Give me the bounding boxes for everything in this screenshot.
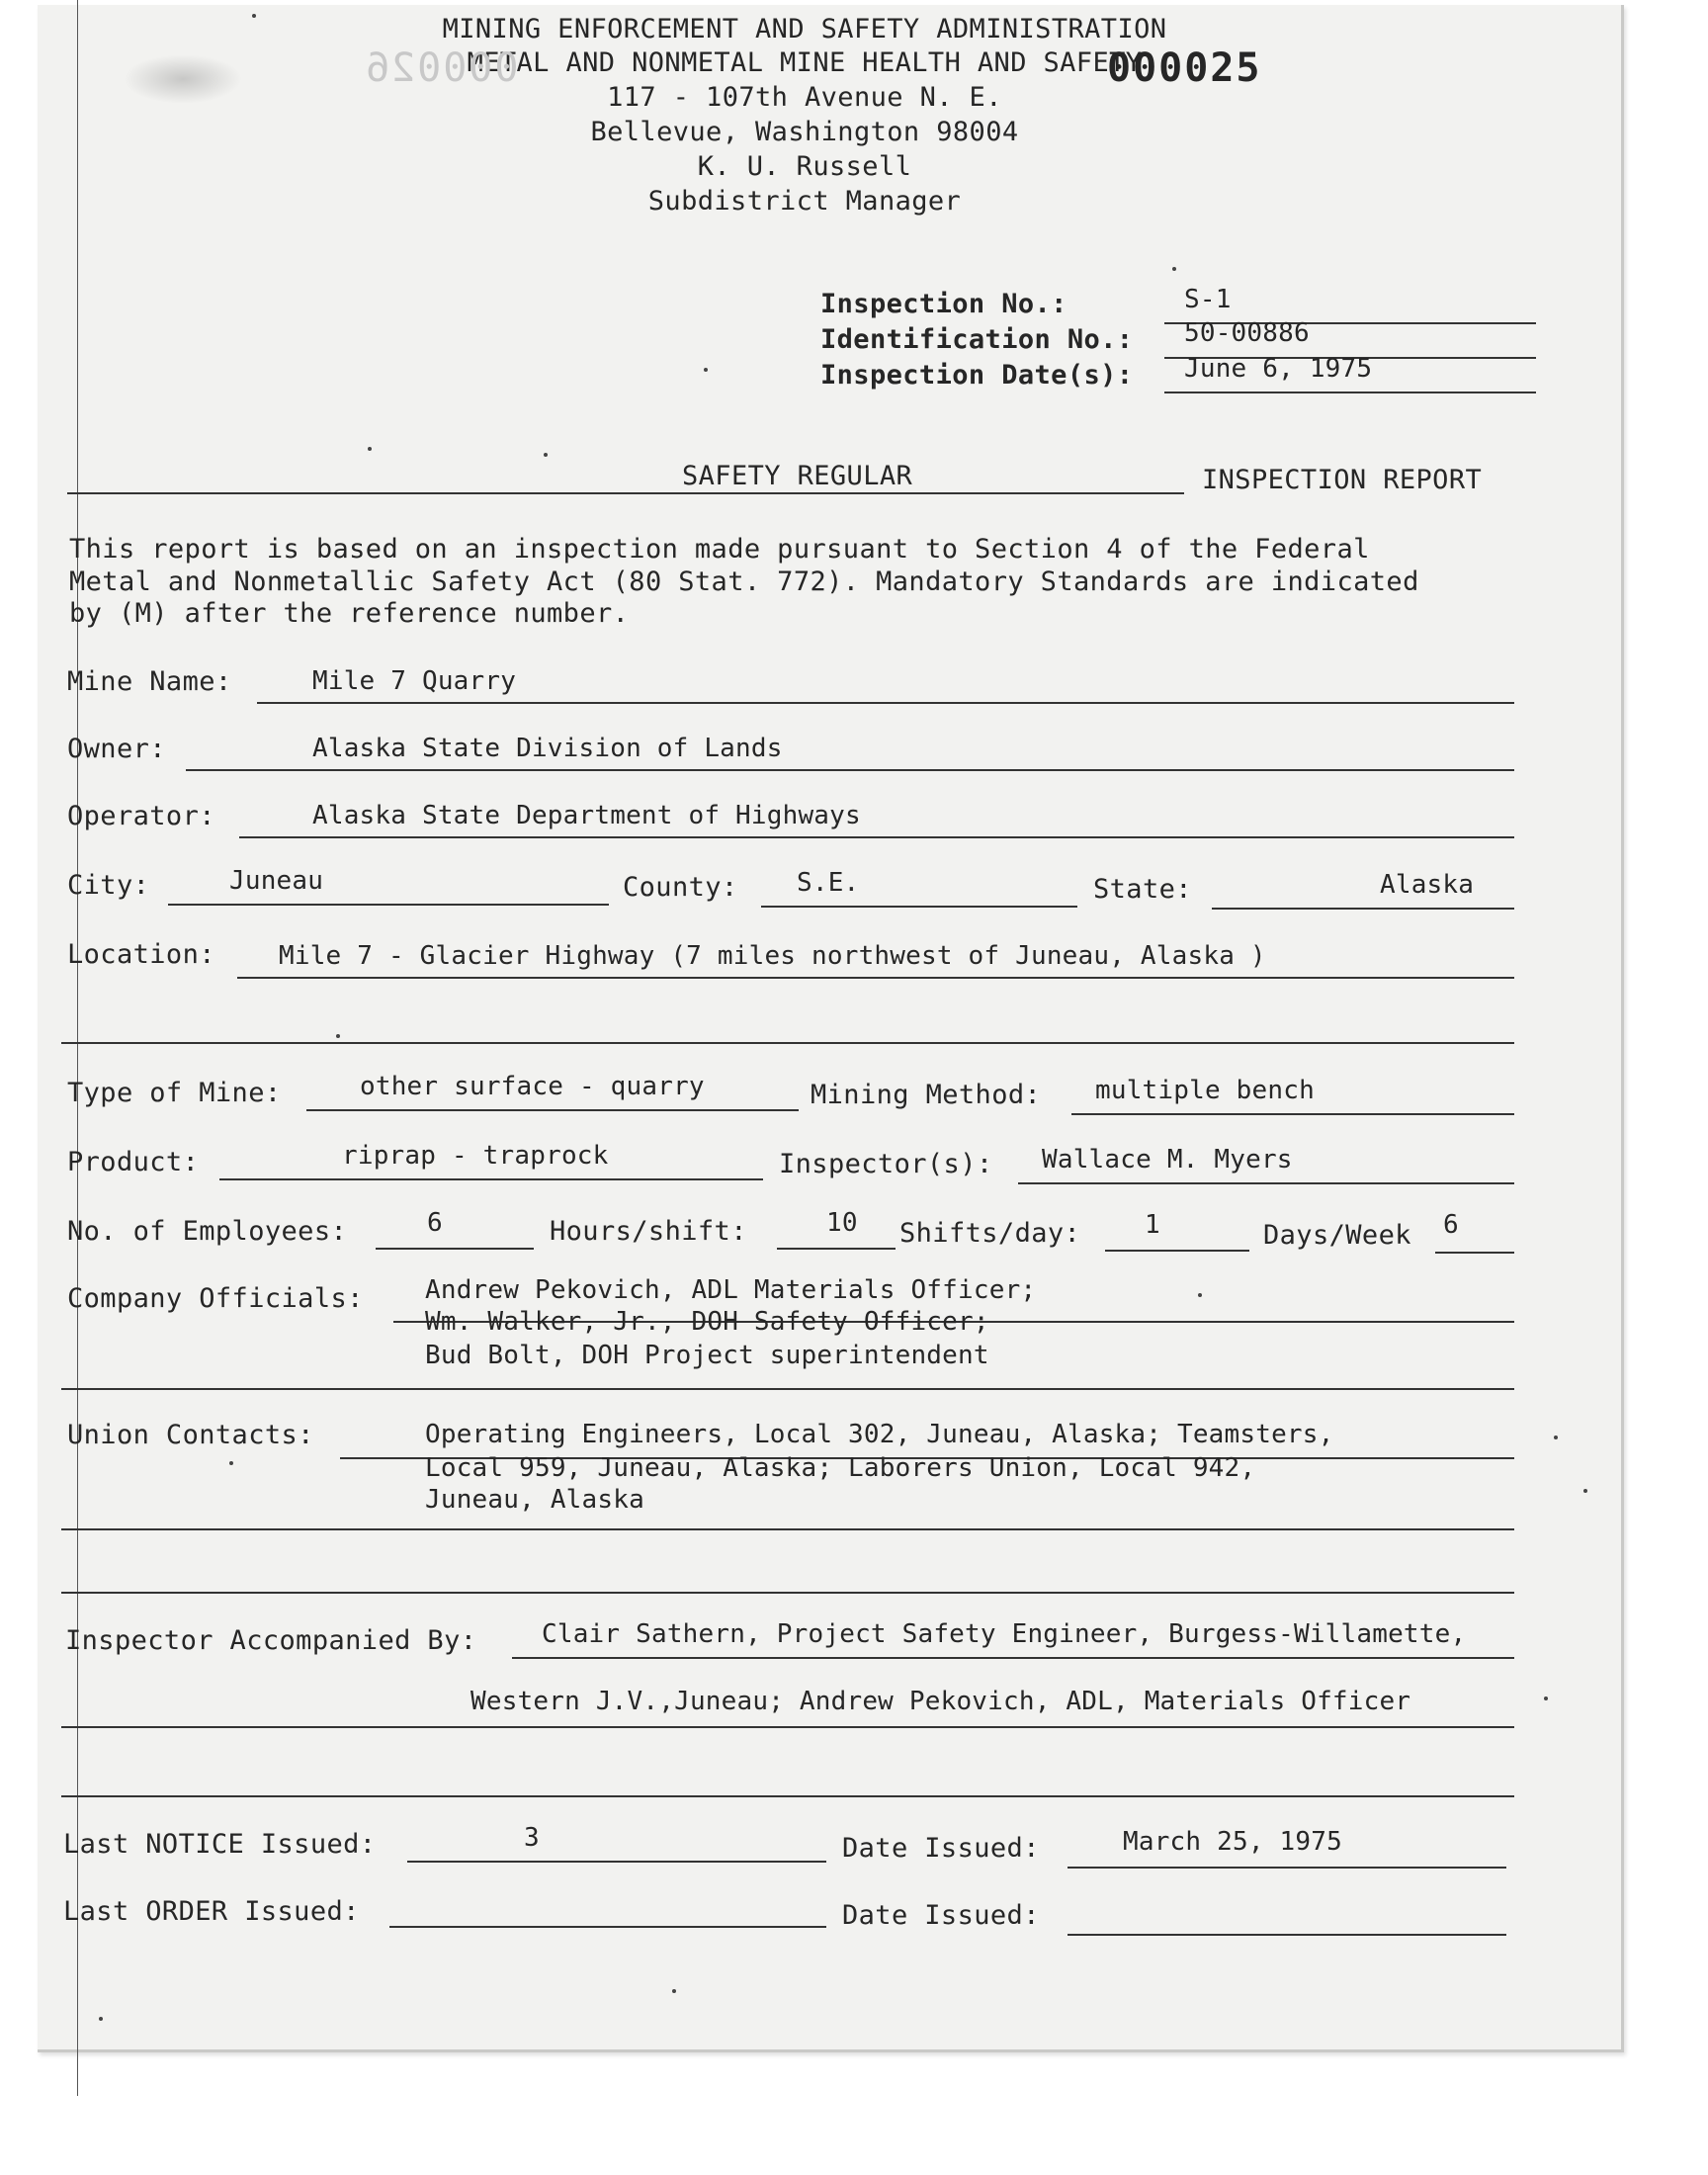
ghost-stamp-number: 000026 [364, 45, 519, 91]
order-line [389, 1926, 826, 1928]
dust-speck [368, 447, 372, 451]
notice-line [407, 1861, 826, 1863]
order-date-line [1068, 1934, 1506, 1936]
report-title: INSPECTION REPORT [1202, 465, 1483, 495]
dust-speck [1198, 1293, 1202, 1297]
manager-title: Subdistrict Manager [647, 186, 962, 217]
operator-value: Alaska State Department of Highways [312, 801, 861, 830]
union-line-3: Juneau, Alaska [425, 1485, 644, 1515]
owner-line [186, 769, 1514, 771]
notice-date-line [1068, 1867, 1506, 1869]
product-label: Product: [67, 1147, 200, 1177]
employees-line [376, 1248, 534, 1250]
notice-label: Last NOTICE Issued: [63, 1829, 377, 1860]
mine-type-label: Type of Mine: [67, 1078, 282, 1108]
days-line [1435, 1252, 1514, 1254]
dust-speck [1554, 1436, 1558, 1439]
shifts-line [1105, 1250, 1249, 1252]
officials-label: Company Officials: [67, 1283, 364, 1314]
dust-speck [336, 1034, 340, 1038]
report-type-line [67, 492, 1184, 494]
accompanied-rule-2 [61, 1726, 1514, 1728]
report-type: SAFETY REGULAR [682, 461, 913, 491]
notice-date-value: March 25, 1975 [1123, 1827, 1342, 1857]
dust-speck [1583, 1489, 1587, 1493]
employees-label: No. of Employees: [67, 1216, 348, 1247]
dust-speck [1544, 1696, 1548, 1700]
intro-line-3: by (M) after the reference number. [69, 598, 630, 629]
county-label: County: [623, 872, 738, 903]
dust-speck [544, 453, 548, 457]
owner-value: Alaska State Division of Lands [312, 734, 783, 763]
document-stamp-number: 000025 [1107, 45, 1262, 91]
inspectors-line [1018, 1182, 1514, 1184]
operator-label: Operator: [67, 801, 215, 831]
dust-speck [252, 14, 256, 18]
accompanied-label: Inspector Accompanied By: [65, 1625, 477, 1656]
union-rule-2 [61, 1528, 1514, 1530]
hours-value: 10 [826, 1208, 858, 1238]
inspection-date-label: Inspection Date(s): [820, 360, 1134, 391]
days-value: 6 [1443, 1210, 1459, 1240]
inspection-date-value: June 6, 1975 [1184, 354, 1373, 384]
dust-speck [1172, 267, 1176, 271]
mine-name-label: Mine Name: [67, 666, 232, 697]
location-value: Mile 7 - Glacier Highway (7 miles northwest of Juneau, Alaska ) [279, 941, 1266, 971]
hours-label: Hours/shift: [550, 1216, 747, 1247]
shifts-label: Shifts/day: [899, 1218, 1081, 1249]
product-line [219, 1178, 763, 1180]
inspectors-label: Inspector(s): [779, 1149, 993, 1179]
dust-speck [229, 1461, 233, 1465]
inspection-date-line [1164, 392, 1536, 393]
hours-line [777, 1248, 896, 1250]
county-value: S.E. [797, 868, 860, 898]
location-line [237, 977, 1514, 979]
dust-speck [704, 368, 708, 372]
employees-value: 6 [427, 1208, 443, 1238]
location-label: Location: [67, 939, 215, 970]
union-rule-3 [61, 1592, 1514, 1594]
intro-line-2: Metal and Nonmetallic Safety Act (80 Stat. 772). Mandatory Standards are indicated [69, 566, 1419, 597]
officials-line-3: Bud Bolt, DOH Project superintendent [425, 1341, 989, 1370]
city-value: Juneau [229, 866, 324, 896]
county-line [761, 906, 1077, 908]
officials-line-1: Andrew Pekovich, ADL Materials Officer; [425, 1275, 1037, 1305]
union-label: Union Contacts: [67, 1420, 314, 1450]
city-label: City: [67, 870, 150, 901]
agency-name: MINING ENFORCEMENT AND SAFETY ADMINISTRATION [442, 14, 1167, 44]
officials-line-2: Wm. Walker, Jr., DOH Safety Officer; [425, 1307, 989, 1337]
state-line [1212, 908, 1514, 910]
order-date-label: Date Issued: [842, 1900, 1040, 1931]
mine-name-line [257, 702, 1514, 704]
accompanied-rule-3 [61, 1795, 1514, 1797]
union-line-2: Local 959, Juneau, Alaska; Laborers Union, Local 942, [425, 1453, 1256, 1483]
operator-line [239, 836, 1514, 838]
days-label: Days/Week [1263, 1220, 1411, 1251]
officials-rule-2 [61, 1388, 1514, 1390]
state-label: State: [1093, 874, 1192, 905]
owner-label: Owner: [67, 734, 166, 764]
product-value: riprap - traprock [342, 1141, 609, 1171]
dust-speck [99, 2017, 103, 2021]
inspectors-value: Wallace M. Myers [1042, 1145, 1293, 1174]
notice-value: 3 [524, 1823, 540, 1853]
city-line [168, 904, 609, 906]
notice-date-label: Date Issued: [842, 1833, 1040, 1864]
mining-method-line [1071, 1113, 1514, 1115]
identification-number-value: 50-00886 [1184, 318, 1310, 348]
margin-rule [77, 0, 78, 2096]
division-name: METAL AND NONMETAL MINE HEALTH AND SAFETY [467, 47, 1143, 78]
mine-type-line [306, 1109, 799, 1111]
dust-speck [672, 1989, 676, 1993]
accompanied-line-2: Western J.V.,Juneau; Andrew Pekovich, ADL, Materials Officer [470, 1687, 1411, 1716]
location-extra-line [61, 1042, 1514, 1044]
mine-name-value: Mile 7 Quarry [312, 666, 517, 696]
shifts-value: 1 [1145, 1210, 1160, 1240]
order-label: Last ORDER Issued: [63, 1896, 360, 1927]
inspection-number-value: S-1 [1184, 285, 1232, 314]
identification-number-label: Identification No.: [820, 324, 1134, 355]
mining-method-label: Mining Method: [811, 1080, 1042, 1110]
manager-name: K. U. Russell [697, 151, 912, 182]
office-city: Bellevue, Washington 98004 [590, 117, 1019, 147]
union-line-1: Operating Engineers, Local 302, Juneau, Alaska; Teamsters, [425, 1420, 1334, 1449]
office-address: 117 - 107th Avenue N. E. [607, 82, 1002, 113]
accompanied-rule-1 [512, 1657, 1514, 1659]
mine-type-value: other surface - quarry [360, 1072, 705, 1101]
accompanied-line-1: Clair Sathern, Project Safety Engineer, Burgess-Willamette, [542, 1619, 1467, 1649]
intro-line-1: This report is based on an inspection made pursuant to Section 4 of the Federal [69, 534, 1370, 565]
state-value: Alaska [1380, 870, 1475, 900]
inspection-number-label: Inspection No.: [820, 289, 1068, 319]
mining-method-value: multiple bench [1095, 1076, 1315, 1105]
